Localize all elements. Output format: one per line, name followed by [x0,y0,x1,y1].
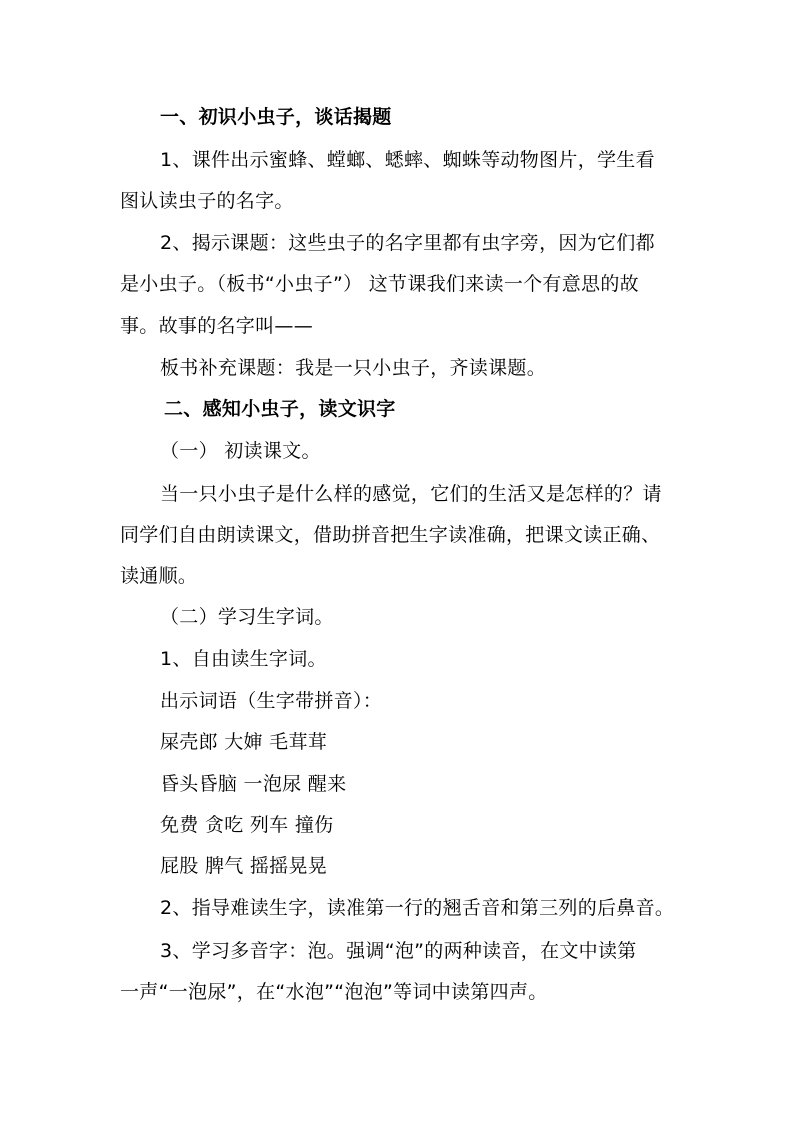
item2: 2、指导难读生字，读准第一行的翘舌音和第三列的后鼻音。 [160,897,675,919]
item3-line2: 一声“一泡尿”，在“水泡”“泡泡”等词中读第四声。 [120,981,548,1003]
paragraph1-line2: 图认读虫子的名字。 [120,190,294,212]
words-intro: 出示词语（生字带拼音）： [160,690,383,712]
paragraph2-line1: 2、揭示课题：这些虫子的名字里都有虫字旁，因为它们都 [160,232,655,254]
paragraph4-line3: 读通顺。 [120,565,198,587]
words-row3: 免费 贪吃 列车 撞伤 [160,814,334,836]
words-row2: 昏头昏脑 一泡尿 醒来 [160,773,347,795]
paragraph4-line2: 同学们自由朗读课文，借助拼音把生字读准确，把课文读正确、 [120,524,661,546]
words-row1: 屎壳郎 大婶 毛茸茸 [160,731,328,753]
paragraph2-line3: 事。故事的名字叫—— [120,315,314,337]
subsection2-heading: （二）学习生字词。 [160,606,334,628]
section1-heading: 一、初识小虫子，谈话揭题 [160,106,392,128]
item3-line1: 3、学习多音字：泡。强调“泡”的两种读音，在文中读第 [160,940,637,962]
item1: 1、自由读生字词。 [160,648,327,670]
section2-heading: 二、感知小虫子，读文识字 [164,398,396,420]
paragraph1-line1: 1、课件出示蜜蜂、螳螂、蟋蟀、蜘蛛等动物图片，学生看 [160,149,655,171]
paragraph2-line2: 是小虫子。（板书“小虫子”） 这节课我们来读一个有意思的故 [120,273,639,295]
paragraph4-line1: 当一只小虫子是什么样的感觉，它们的生活又是怎样的？请 [160,483,662,505]
subsection1-heading: （一） 初读课文。 [160,440,321,462]
paragraph3-line1: 板书补充课题：我是一只小虫子，齐读课题。 [160,357,547,379]
words-row4: 屁股 脾气 摇摇晃晃 [160,855,328,877]
